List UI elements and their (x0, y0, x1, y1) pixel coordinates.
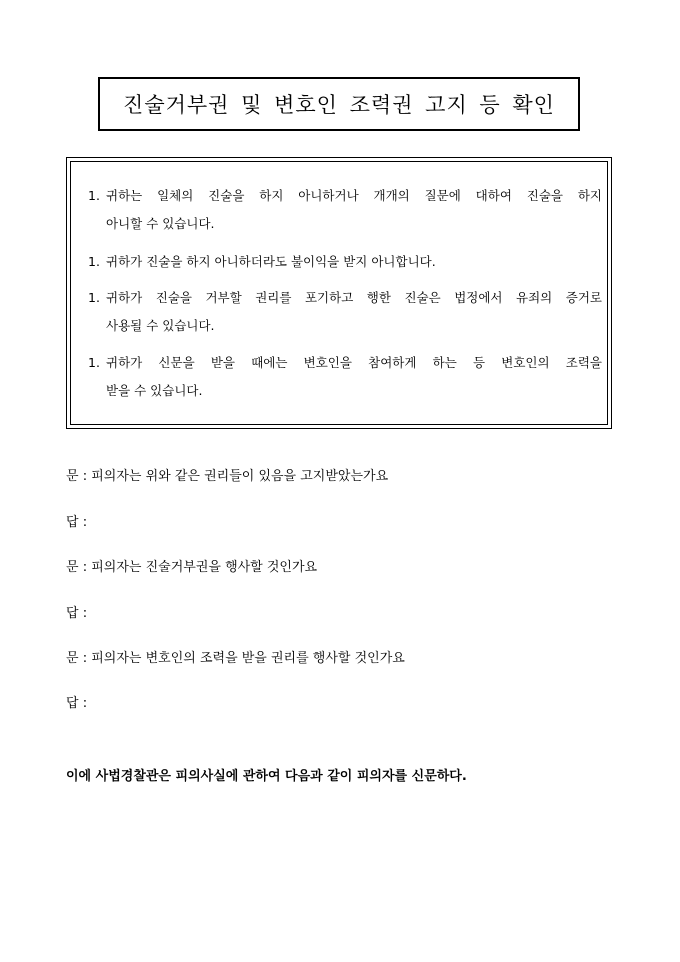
question-exercise-silence (66, 556, 317, 575)
notice-item-3 (88, 284, 602, 340)
notice-item-continuation: 사용될 수 있습니다. (106, 318, 215, 333)
answer-exercise-counsel (66, 692, 87, 711)
notice-item-2 (88, 248, 602, 276)
answer-rights-notified (66, 511, 87, 530)
notice-item-text: 귀하가 신문을 받을 때에는 변호인을 참여하게 하는 등 변호인의 조력을 (106, 355, 602, 370)
title-box (98, 77, 580, 131)
question-label: 문 : (66, 469, 88, 484)
answer-label: 답 : (66, 515, 88, 530)
answer-exercise-silence (66, 602, 87, 621)
notice-item-1 (88, 182, 602, 238)
notice-item-number: 1. (88, 355, 100, 370)
notice-item-continuation: 아니할 수 있습니다. (106, 216, 215, 231)
answer-label: 답 : (66, 606, 88, 621)
question-exercise-counsel (66, 647, 405, 666)
question-rights-notified (66, 465, 388, 484)
question-text: 피의자는 진술거부권을 행사할 것인가요 (91, 560, 318, 575)
notice-item-text: 귀하가 진술을 거부할 권리를 포기하고 행한 진술은 법정에서 유죄의 증거로 (106, 290, 602, 305)
question-text: 피의자는 위와 같은 권리들이 있음을 고지받았는가요 (91, 469, 389, 484)
notice-item-continuation: 받을 수 있습니다. (106, 383, 203, 398)
question-label: 문 : (66, 560, 88, 575)
notice-item-number: 1. (88, 290, 100, 305)
document-title: 진술거부권 및 변호인 조력권 고지 등 확인 (123, 93, 555, 117)
question-text: 피의자는 변호인의 조력을 받을 권리를 행사할 것인가요 (91, 651, 405, 666)
closing-statement: 이에 사법경찰관은 피의사실에 관하여 다음과 같이 피의자를 신문하다. (66, 769, 467, 784)
notice-item-text: 귀하는 일체의 진술을 하지 아니하거나 개개의 질문에 대하여 진술을 하지 (106, 188, 602, 203)
notice-item-number: 1. (88, 254, 100, 269)
notice-item-4 (88, 349, 602, 405)
question-label: 문 : (66, 651, 88, 666)
answer-label: 답 : (66, 696, 88, 711)
notice-item-text: 귀하가 진술을 하지 아니하더라도 불이익을 받지 아니합니다. (106, 254, 436, 269)
notice-item-number: 1. (88, 188, 100, 203)
